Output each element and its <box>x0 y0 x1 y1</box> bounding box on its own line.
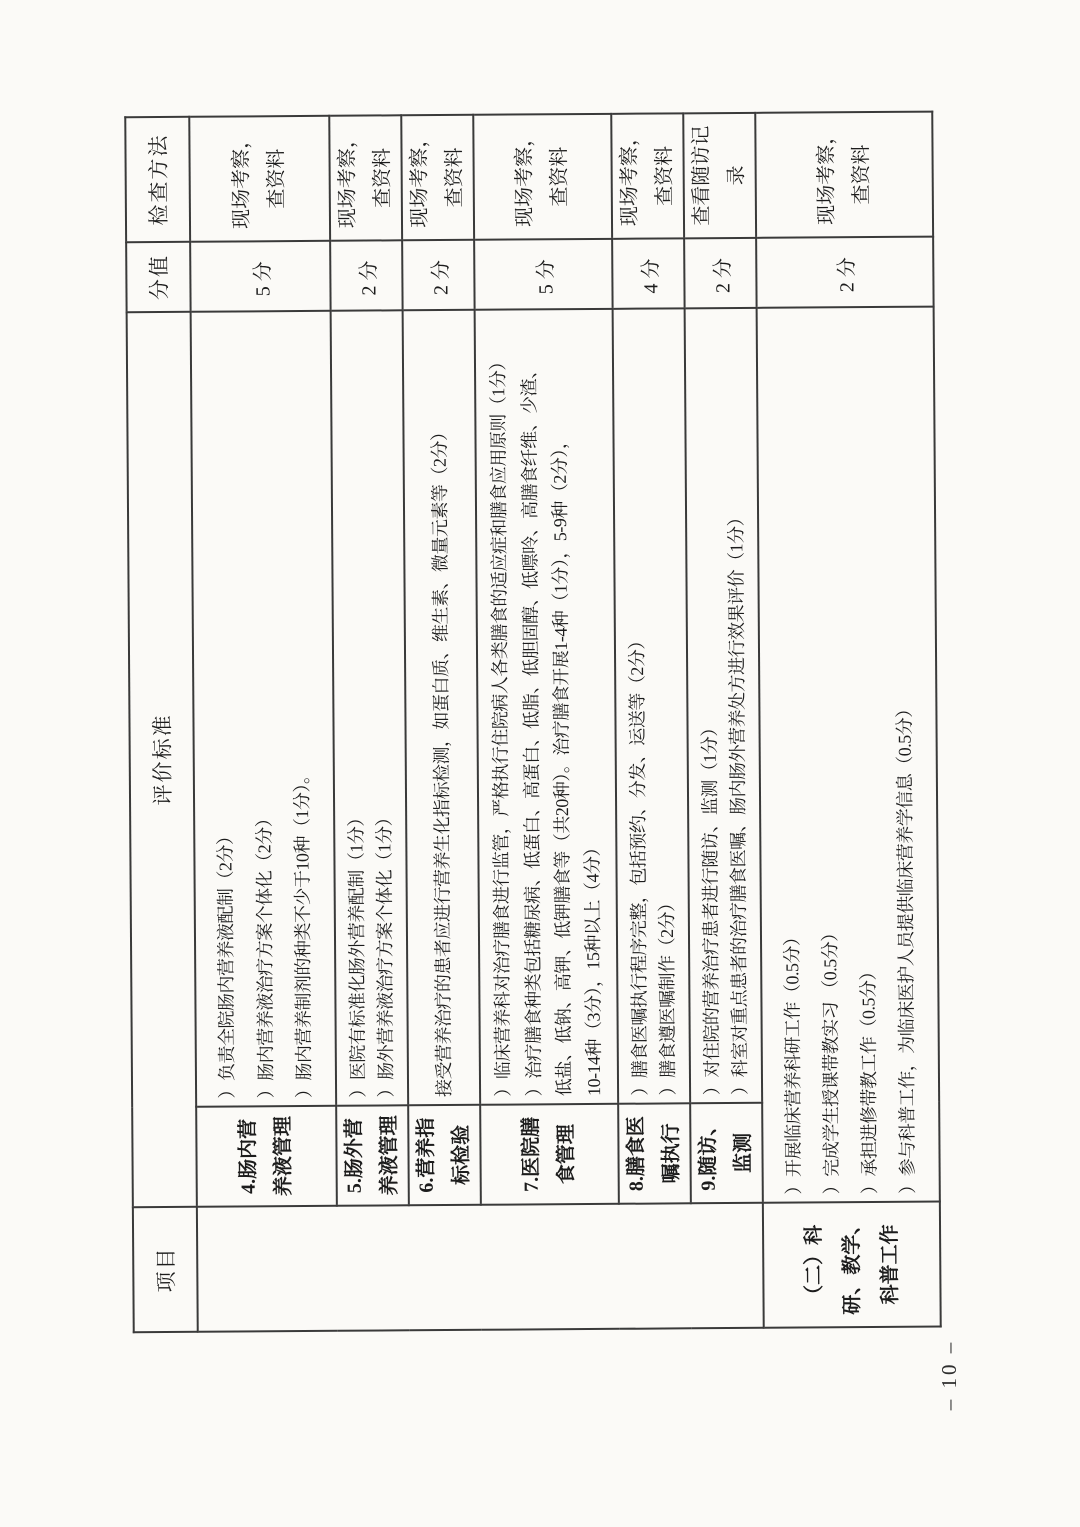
criteria-line: ）治疗膳食种类包括糖尿病、低蛋白、高蛋白、低脂、低胆固醇、低嘌呤、高膳食纤维、少渣、 <box>518 361 544 1097</box>
criteria-line: ）肠内营养液治疗方案个体化（2分） <box>253 809 276 1099</box>
header-row <box>125 117 197 1332</box>
score-value: 2分 <box>402 240 474 311</box>
criteria-line: ）膳食遵医嘱制作（2分） <box>656 894 678 1096</box>
score-value: 2分 <box>330 240 402 311</box>
method-value: 现场考察，查资料 <box>618 126 676 227</box>
criteria-cell <box>403 310 481 1105</box>
table-row <box>683 113 763 1328</box>
method-value: 现场考察，查资料 <box>408 127 466 228</box>
score-value: 4分 <box>612 238 684 309</box>
sub-item-name <box>690 1103 763 1204</box>
criteria-cell <box>331 310 409 1105</box>
header-method: 检查方法 <box>125 117 190 242</box>
sub-item-line: 7.医院膳 <box>520 1116 543 1192</box>
sub-item-line: 9.随访、 <box>697 1115 720 1191</box>
rotated-evaluation-table <box>124 113 918 1333</box>
criteria-cell <box>757 307 940 1203</box>
sub-item-line: 6.营养指 <box>415 1117 438 1193</box>
criteria-line: ）承担进修带教工作（0.5分） <box>858 962 880 1195</box>
criteria-line: 接受营养治疗的患者应进行营养生化指标检测，如蛋白质、维生素、微量元素等（2分） <box>429 423 454 1098</box>
table-row-section <box>755 112 940 1328</box>
method-value: 现场考察，查资料 <box>814 124 873 225</box>
sub-item-name <box>408 1105 481 1206</box>
table-row <box>189 116 337 1332</box>
method-cell <box>401 115 474 240</box>
criteria-line: 低盐、低钠、高钾、低钾膳食等（共20种）。治疗膳食开展1-4种（1分），5-9种（2分）， <box>549 431 574 1097</box>
header-criteria: 评价标准 <box>127 312 197 1207</box>
table-row <box>611 113 691 1328</box>
method-cell <box>189 116 330 242</box>
sub-item-name <box>196 1106 337 1207</box>
method-value: 现场考察，查资料 <box>336 128 394 229</box>
criteria-line: ）开展临床营养科研工作（0.5分） <box>782 928 805 1195</box>
sub-item-name <box>336 1105 409 1206</box>
criteria-line: ）参与科普工作，为临床医护人员提供临床营养学信息（0.5分） <box>894 700 918 1194</box>
sub-item-line: 嘱执行 <box>660 1123 683 1184</box>
sub-item-line: 5.肠外营 <box>343 1118 366 1194</box>
score-value: 5分 <box>190 241 330 312</box>
criteria-line: ）肠外营养液治疗方案个体化（1分） <box>373 808 396 1098</box>
table-row <box>473 114 619 1330</box>
method-cell <box>683 113 756 238</box>
header-item: 项目 <box>133 1207 198 1332</box>
sub-item-line: 食管理 <box>555 1124 578 1185</box>
sub-item-name <box>480 1104 619 1205</box>
section-item-line: 研、教学、 <box>840 1214 864 1315</box>
criteria-line: 10-14种（3分），15种以上（4分） <box>582 838 604 1097</box>
method-value: 现场考察，查资料 <box>513 126 571 228</box>
score-value: 2分 <box>684 238 756 309</box>
criteria-cell <box>685 308 763 1103</box>
sub-item-line: 8.膳食医 <box>625 1116 648 1192</box>
method-cell <box>611 113 684 238</box>
sub-item-name <box>618 1103 691 1204</box>
criteria-line: ）医院有标准化肠外营养配制（1分） <box>345 809 368 1098</box>
item-section-empty-cell <box>197 1203 764 1332</box>
criteria-line: ）肠内营养制剂的种类不少于10种（1分）。 <box>291 766 314 1099</box>
method-cell <box>755 112 933 238</box>
sub-item-line: 养液管理 <box>378 1115 401 1196</box>
method-cell <box>473 114 612 240</box>
table-row <box>329 115 409 1330</box>
evaluation-table <box>124 111 941 1334</box>
criteria-cell <box>613 308 691 1103</box>
method-cell <box>329 115 402 240</box>
table-row <box>401 115 481 1330</box>
criteria-cell <box>475 309 619 1105</box>
criteria-line: ）对住院的营养治疗患者进行随访、监测（1分） <box>699 719 722 1096</box>
header-score: 分值 <box>126 242 190 312</box>
method-value: 现场考察，查资料 <box>230 128 288 229</box>
score-value: 2分 <box>756 237 933 308</box>
section-item-line: 科普工作 <box>878 1224 902 1305</box>
criteria-line: ）完成学生授课带教实习 （0.5分） <box>820 924 842 1195</box>
page-number: – 10 – <box>937 1339 961 1411</box>
method-value: 查看随访记录 <box>690 125 748 226</box>
criteria-line: ）膳食医嘱执行程序完整，包括预约、分发、运送等（2分） <box>626 632 650 1096</box>
section-item-line: （二）科 <box>802 1224 826 1306</box>
section-item-name <box>763 1202 941 1328</box>
score-value: 5分 <box>474 239 612 310</box>
sub-item-line: 4.肠内营 <box>237 1118 260 1194</box>
criteria-cell <box>191 311 337 1107</box>
criteria-line: ）负责全院肠内营养液配制（2分） <box>215 827 238 1099</box>
criteria-line: ）科室对重点患者的治疗膳食医嘱、肠内肠外营养处方进行效果评价（1分） <box>725 508 750 1096</box>
sub-item-line: 监测 <box>732 1132 755 1174</box>
sub-item-line: 标检验 <box>450 1124 473 1185</box>
criteria-line: ）临床营养科对治疗膳食进行监管，严格执行住院病人各类膳食的适应症和膳食应用原则（1分） <box>488 353 514 1097</box>
sub-item-line: 养液管理 <box>272 1116 295 1197</box>
